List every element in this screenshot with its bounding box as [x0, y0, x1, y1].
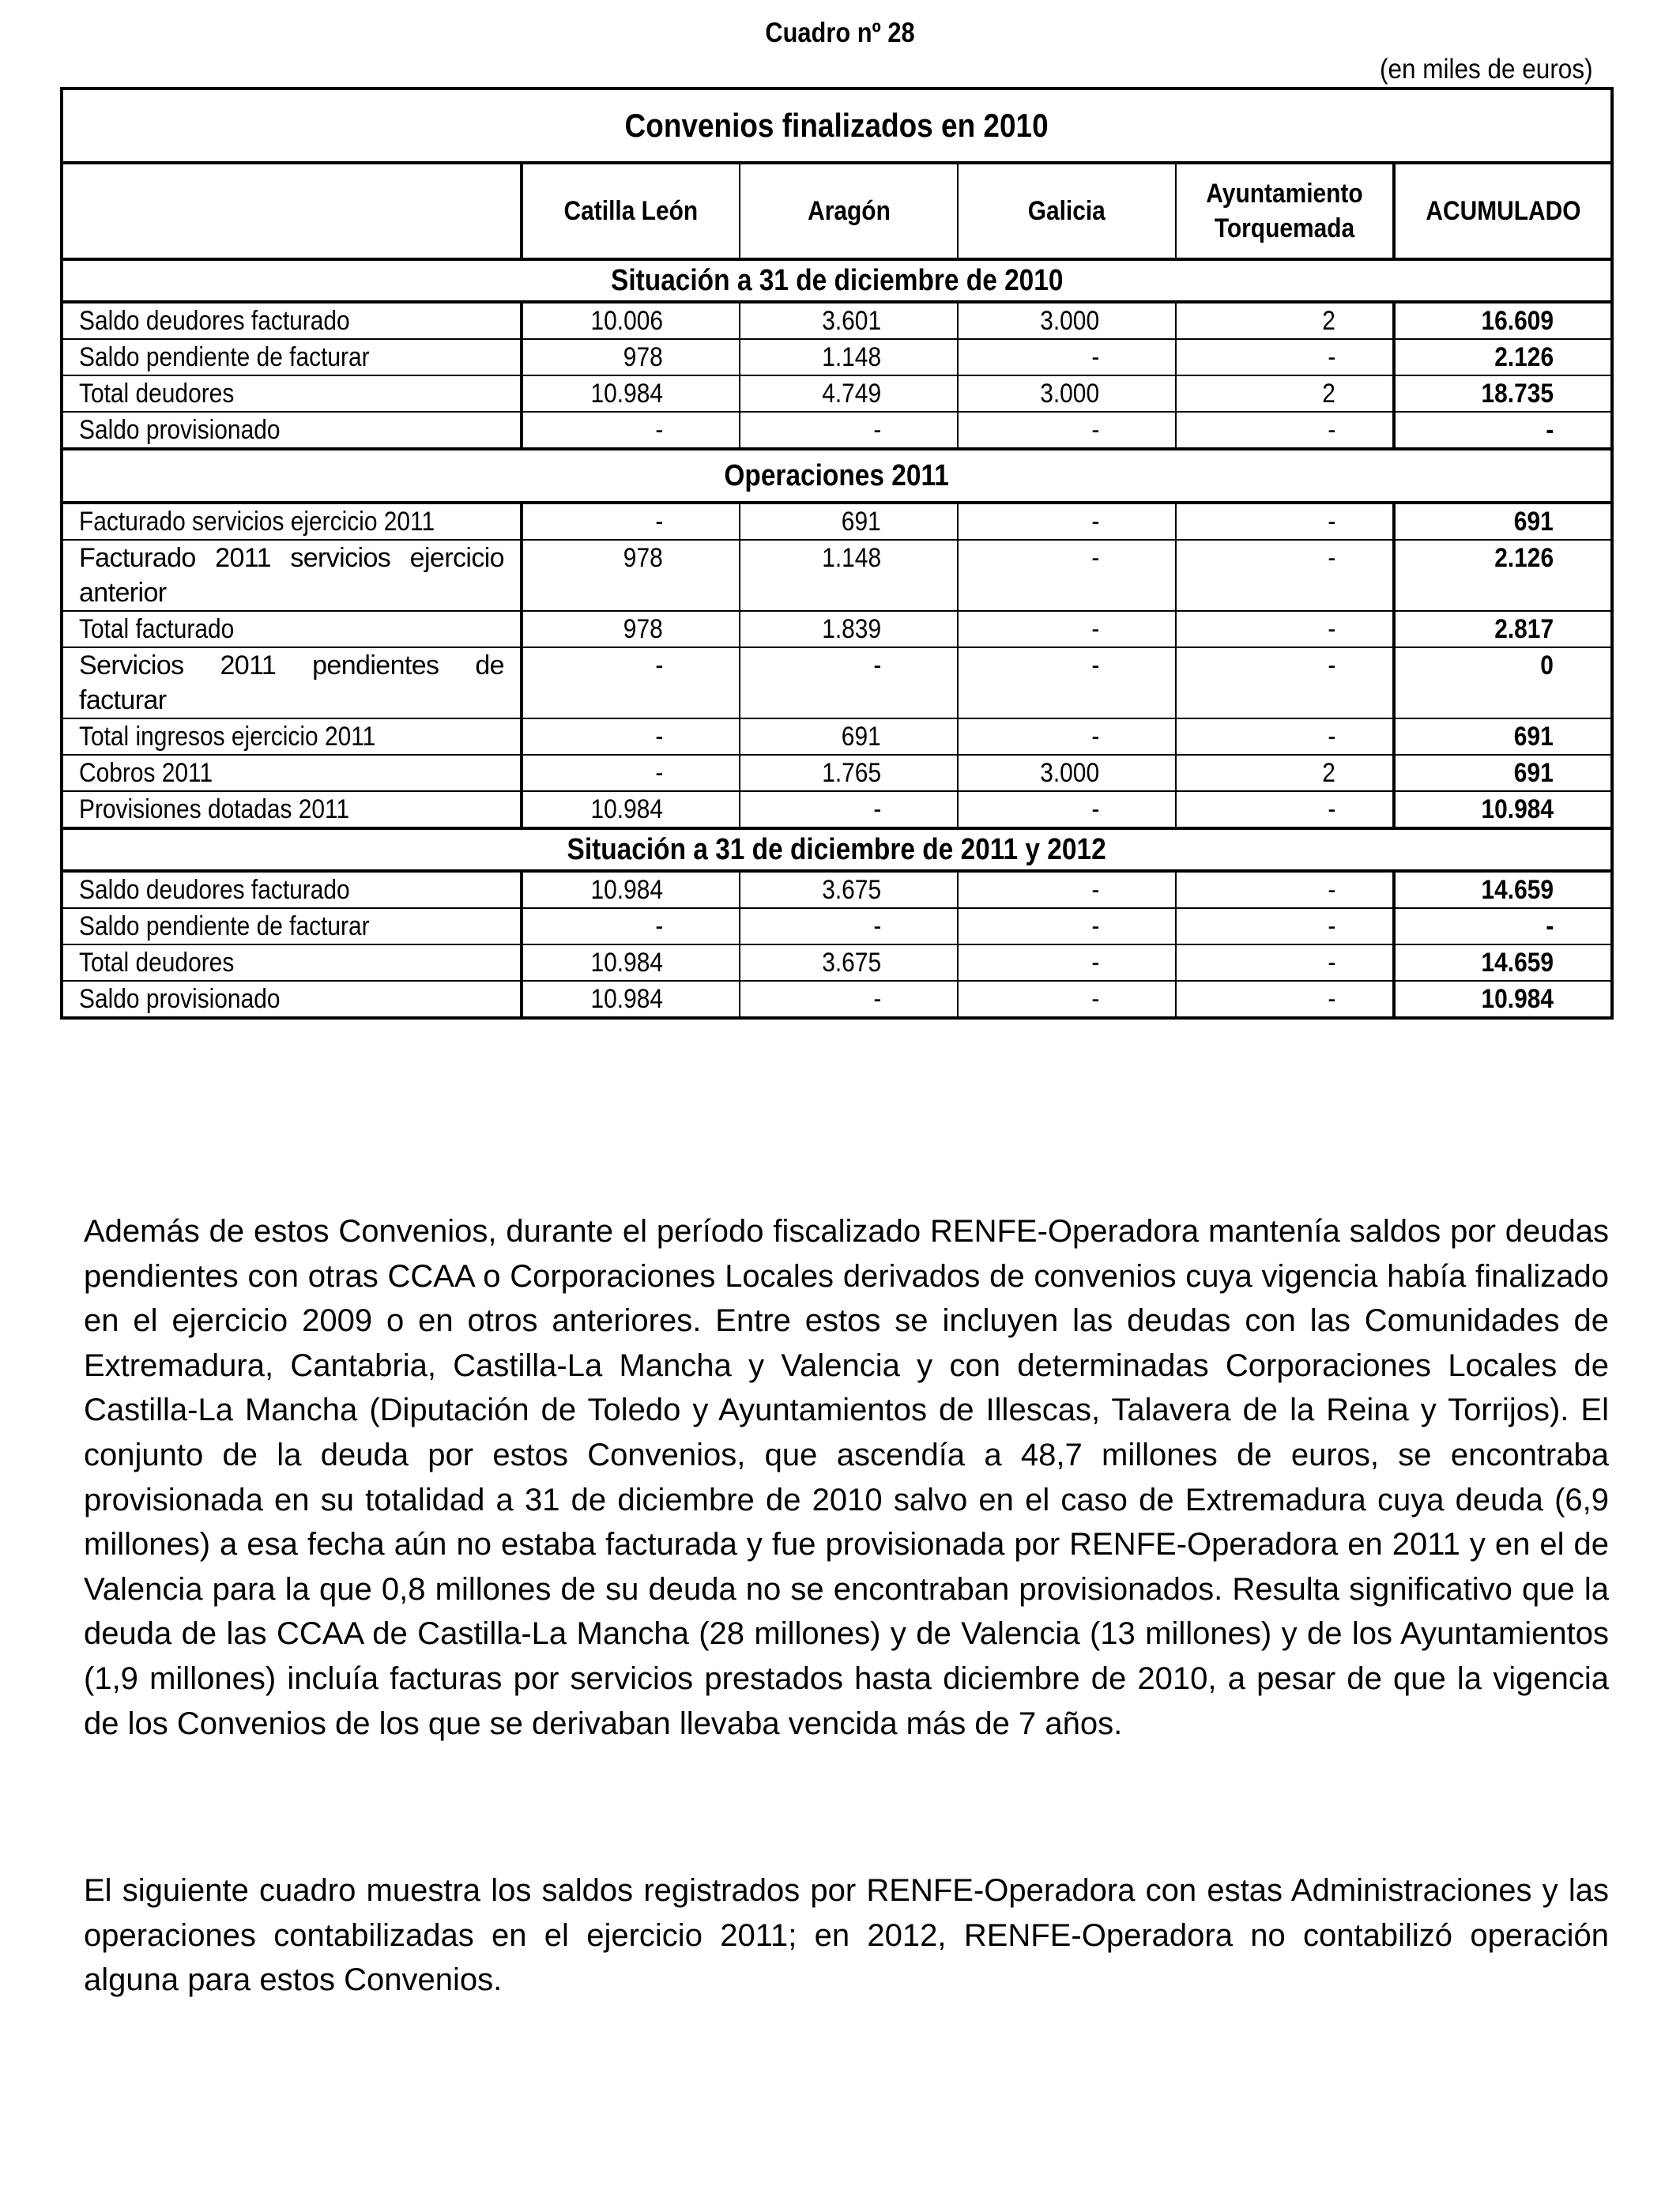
cell-value: 2 [1176, 755, 1394, 791]
cell-acumulado: 2.126 [1394, 540, 1612, 611]
row-label: Saldo deudores facturado [62, 871, 522, 908]
cell-acumulado: - [1394, 412, 1612, 449]
body-paragraph: Además de estos Convenios, durante el período fiscalizado RENFE-Operadora mantenía saldos por deudas pendientes con otras CCAA o Corporaciones Locales derivados de convenios cuya vigencia había finalizado en el ejercicio 2009 o en otros anteriores. Entre estos se incluyen las deudas con las Comunidades de Extremadura, Cantabria, Castilla-La Mancha y Valencia y con determinadas Corporaciones Locales de Castilla-La Mancha (Diputación de Toledo y Ayuntamientos de Illescas, Talavera de la Reina y Torrijos). El conjunto de la deuda por estos Convenios, que ascendía a 48,7 millones de euros, se encontraba provisionada en su totalidad a 31 de diciembre de 2010 salvo en el caso de Extremadura cuya deuda (6,9 millones) a esa fecha aún no estaba facturada y fue provisionada por RENFE-Operadora en 2011 y en el de Valencia para la que 0,8 millones de su deuda no se encontraban provisionados. Resulta significativo que la deuda de las CCAA de Castilla-La Mancha (28 millones) y de Valencia (13 millones) y de los Ayuntamientos (1,9 millones) incluía facturas por servicios prestados hasta diciembre de 2010, a pesar de que la vigencia de los Convenios de los que se derivaban llevaba vencida más de 7 años. [84, 1214, 1609, 1741]
table-row [62, 339, 1612, 375]
column-header: Catilla León [522, 163, 740, 259]
cell-value: - [1176, 647, 1394, 718]
table-row [62, 791, 1612, 828]
column-header-empty [62, 163, 522, 259]
cell-acumulado: 10.984 [1394, 981, 1612, 1018]
table-title-row [62, 89, 1612, 163]
table-row [62, 981, 1612, 1018]
cell-value: - [1176, 718, 1394, 755]
cell-value: 10.984 [522, 791, 740, 828]
cell-value: - [740, 412, 958, 449]
row-label: Saldo provisionado [62, 412, 522, 449]
cell-value: - [522, 755, 740, 791]
cell-value: 3.000 [958, 302, 1176, 339]
cell-value: - [522, 503, 740, 540]
row-label: Facturado servicios ejercicio 2011 [62, 503, 522, 540]
table-row [62, 647, 1612, 718]
row-label: Saldo deudores facturado [62, 302, 522, 339]
table-row [62, 302, 1612, 339]
cell-value: 3.000 [958, 375, 1176, 412]
cell-value: 10.984 [522, 981, 740, 1018]
cell-value: - [1176, 412, 1394, 449]
cell-value: - [958, 540, 1176, 611]
table-caption: Cuadro nº 28 [765, 17, 915, 48]
row-label: Total facturado [62, 611, 522, 647]
cell-acumulado: 2.817 [1394, 611, 1612, 647]
cell-value: - [740, 908, 958, 944]
body-paragraph: El siguiente cuadro muestra los saldos registrados por RENFE-Operadora con estas Administraciones y las operaciones contabilizadas en el ejercicio 2011; en 2012, RENFE-Operadora no contabilizó operación alguna para estos Convenios. [84, 1873, 1609, 1998]
table-row [62, 755, 1612, 791]
section-title: Situación a 31 de diciembre de 2011 y 2012 [62, 828, 1612, 871]
cell-value: - [958, 871, 1176, 908]
cell-value: - [958, 339, 1176, 375]
row-label: Facturado 2011 servicios ejercicio anterior [62, 540, 522, 611]
column-header: ACUMULADO [1394, 163, 1612, 259]
cell-acumulado: 691 [1394, 503, 1612, 540]
cell-value: 978 [522, 611, 740, 647]
section-header-row [62, 259, 1612, 302]
convenios-table-container [60, 87, 1610, 1020]
section-title: Situación a 31 de diciembre de 2010 [62, 259, 1612, 302]
cell-value: - [1176, 791, 1394, 828]
cell-value: - [740, 791, 958, 828]
cell-value: 2 [1176, 302, 1394, 339]
table-row [62, 611, 1612, 647]
cell-value: 1.148 [740, 540, 958, 611]
cell-value: - [958, 944, 1176, 981]
cell-acumulado: 0 [1394, 647, 1612, 718]
cell-value: 978 [522, 339, 740, 375]
column-header: Ayuntamiento Torquemada [1176, 163, 1394, 259]
cell-value: - [522, 412, 740, 449]
cell-value: 10.006 [522, 302, 740, 339]
row-label: Saldo pendiente de facturar [62, 908, 522, 944]
cell-acumulado: 691 [1394, 718, 1612, 755]
cell-value: - [958, 503, 1176, 540]
cell-value: 3.675 [740, 871, 958, 908]
row-label: Total deudores [62, 944, 522, 981]
cell-value: - [1176, 908, 1394, 944]
cell-value: 10.984 [522, 944, 740, 981]
cell-value: 2 [1176, 375, 1394, 412]
cell-value: - [958, 647, 1176, 718]
cell-value: - [740, 647, 958, 718]
cell-acumulado: 14.659 [1394, 944, 1612, 981]
cell-acumulado: 16.609 [1394, 302, 1612, 339]
cell-acumulado: 691 [1394, 755, 1612, 791]
cell-value: 1.765 [740, 755, 958, 791]
cell-value: - [958, 981, 1176, 1018]
table-title: Convenios finalizados en 2010 [62, 89, 1612, 163]
row-label: Servicios 2011 pendientes de facturar [62, 647, 522, 718]
cell-value: - [1176, 871, 1394, 908]
table-row [62, 871, 1612, 908]
cell-value: 691 [740, 718, 958, 755]
section-title: Operaciones 2011 [62, 449, 1612, 503]
section-header-row [62, 828, 1612, 871]
row-label: Provisiones dotadas 2011 [62, 791, 522, 828]
cell-acumulado: - [1394, 908, 1612, 944]
cell-value: - [958, 718, 1176, 755]
table-row [62, 375, 1612, 412]
cell-value: - [740, 981, 958, 1018]
unit-note: (en miles de euros) [1380, 54, 1593, 85]
column-header: Aragón [740, 163, 958, 259]
table-row [62, 540, 1612, 611]
column-header: Galicia [958, 163, 1176, 259]
cell-value: - [522, 647, 740, 718]
table-row [62, 944, 1612, 981]
cell-value: - [1176, 503, 1394, 540]
cell-value: 1.148 [740, 339, 958, 375]
cell-value: - [958, 791, 1176, 828]
cell-value: - [522, 908, 740, 944]
cell-value: 4.749 [740, 375, 958, 412]
cell-value: 3.601 [740, 302, 958, 339]
cell-acumulado: 18.735 [1394, 375, 1612, 412]
cell-value: - [1176, 611, 1394, 647]
row-label: Total ingresos ejercicio 2011 [62, 718, 522, 755]
cell-acumulado: 10.984 [1394, 791, 1612, 828]
row-label: Saldo pendiente de facturar [62, 339, 522, 375]
cell-value: - [522, 718, 740, 755]
row-label: Total deudores [62, 375, 522, 412]
table-row [62, 412, 1612, 449]
cell-acumulado: 14.659 [1394, 871, 1612, 908]
cell-value: - [958, 908, 1176, 944]
cell-value: - [1176, 339, 1394, 375]
cell-value: - [1176, 981, 1394, 1018]
row-label: Cobros 2011 [62, 755, 522, 791]
cell-value: - [1176, 944, 1394, 981]
cell-value: 978 [522, 540, 740, 611]
cell-value: - [1176, 540, 1394, 611]
cell-value: 10.984 [522, 375, 740, 412]
cell-value: 1.839 [740, 611, 958, 647]
table-row [62, 908, 1612, 944]
column-header-row [62, 163, 1612, 259]
table-row [62, 503, 1612, 540]
cell-acumulado: 2.126 [1394, 339, 1612, 375]
cell-value: 691 [740, 503, 958, 540]
convenios-table [60, 87, 1614, 1020]
cell-value: - [958, 611, 1176, 647]
table-row [62, 718, 1612, 755]
cell-value: 10.984 [522, 871, 740, 908]
cell-value: 3.000 [958, 755, 1176, 791]
section-header-row [62, 449, 1612, 503]
cell-value: 3.675 [740, 944, 958, 981]
row-label: Saldo provisionado [62, 981, 522, 1018]
cell-value: - [958, 412, 1176, 449]
